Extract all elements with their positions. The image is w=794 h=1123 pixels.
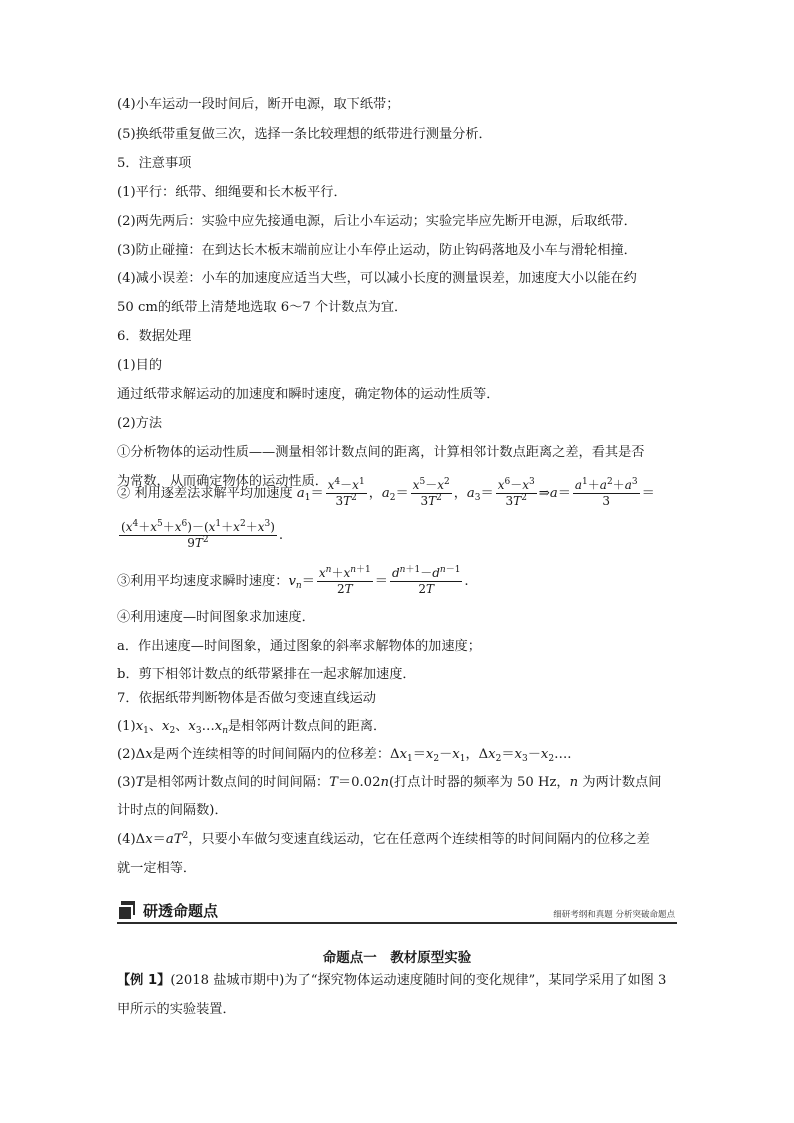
note-3: (3)防止碰撞：在到达长木板末端前应让小车停止运动，防止钩码落地及小车与滑轮相撞． — [117, 243, 637, 258]
banner-tagline: 细研考纲和真题 分析突破命题点 — [553, 910, 675, 920]
heading-judge: 7．依据纸带判断物体是否做匀变速直线运动 — [117, 691, 376, 706]
note-4-cont: 50 cm的纸带上清楚地选取 6～7 个计数点为宜． — [117, 300, 408, 315]
judge-1: $(1)x_1$、$x_2$、$x_3\dots x_n$是相邻两计数点间的距离． — [117, 719, 387, 736]
method-2-formula-cont: $\frac{(x^4+x^5+x^6)-(x^1+x^2+x^3)}{9T^2}$ . — [121, 519, 284, 550]
judge-3: (3)T是相邻两计数点间的时间间隔：T＝0.02n(打点计时器的频率为 50 Hz，n 为两计数点间 — [117, 775, 662, 790]
note-1: (1)平行：纸带、细绳要和长木板平行． — [117, 185, 347, 200]
method-3-formula: ③利用平均速度求瞬时速度：$v_n=$ $\frac{x^n+x^{n+1}}{2T}$ ＝ $\frac{d^{n+1}-d^{n-1}}{2T}$ . — [117, 565, 469, 596]
purpose-heading: (1)目的 — [117, 358, 163, 373]
method-4b: b．剪下相邻计数点的纸带紧排在一起求解加速度． — [117, 667, 416, 682]
banner-rule — [117, 922, 677, 924]
banner-title: 研透命题点 — [143, 902, 219, 920]
judge-4-cont: 就一定相等． — [117, 861, 197, 876]
example-1-cont: 甲所示的实验装置． — [117, 1002, 236, 1017]
method-1-cont: 为常数，从而确定物体的运动性质． — [117, 474, 328, 489]
method-4a: a．作出速度—时间图象，通过图象的斜率求解物体的加速度； — [117, 639, 481, 654]
step-4: (4)小车运动一段时间后，断开电源，取下纸带； — [117, 97, 400, 112]
judge-2: (2)Δx是两个连续相等的时间间隔内的位移差：$\Delta x_1=x_2-x_1$，$\Delta x_2=x_3-x_2\dots$. — [117, 747, 572, 764]
example-label: 【例 1】 — [117, 973, 171, 988]
method-heading: (2)方法 — [117, 416, 163, 431]
section-title: 命题点一 教材原型实验 — [322, 950, 472, 966]
banner-square-icon-front — [117, 905, 133, 921]
note-4: (4)减小误差：小车的加速度应适当大些，可以减小长度的测量误差，加速度大小以能在约 — [117, 271, 637, 286]
heading-data: 6．数据处理 — [117, 329, 192, 344]
judge-3-cont: 计时点的间隔数)． — [117, 803, 228, 818]
note-2: (2)两先两后：实验中应先接通电源，后让小车运动；实验完毕应先断开电源，后取纸带． — [117, 214, 637, 229]
heading-notes: 5．注意事项 — [117, 156, 192, 171]
method-1: ①分析物体的运动性质——测量相邻计数点间的距离，计算相邻计数点距离之差，看其是否 — [117, 445, 645, 460]
purpose-text: 通过纸带求解运动的加速度和瞬时速度，确定物体的运动性质等． — [117, 387, 500, 402]
method-2-formula: ② 利用逐差法求解平均加速度 $a_1=$ $\frac{x^4-x^1}{3T^2}$ ，$a_2=$ $\frac{x^5-x^2}{3T^2}$ ，$a_3=$ $\frac{x^6-x^3}{3T^2}$ ⇒a＝ $\frac{a^1+a^2+a^3}{3}$ ＝ — [117, 477, 655, 508]
section-banner — [117, 896, 677, 926]
step-5: (5)换纸带重复做三次，选择一条比较理想的纸带进行测量分析． — [117, 127, 492, 142]
judge-4: $(4)\Delta x=aT^2$，只要小车做匀变速直线运动，它在任意两个连续相等的时间间隔内的位移之差 — [117, 831, 650, 847]
method-4: ④利用速度—时间图象求加速度． — [117, 610, 315, 625]
example-1: 【例 1】(2018 盐城市期中)为了“探究物体运动速度随时间的变化规律”，某同学采用了如图 3 — [117, 973, 667, 988]
